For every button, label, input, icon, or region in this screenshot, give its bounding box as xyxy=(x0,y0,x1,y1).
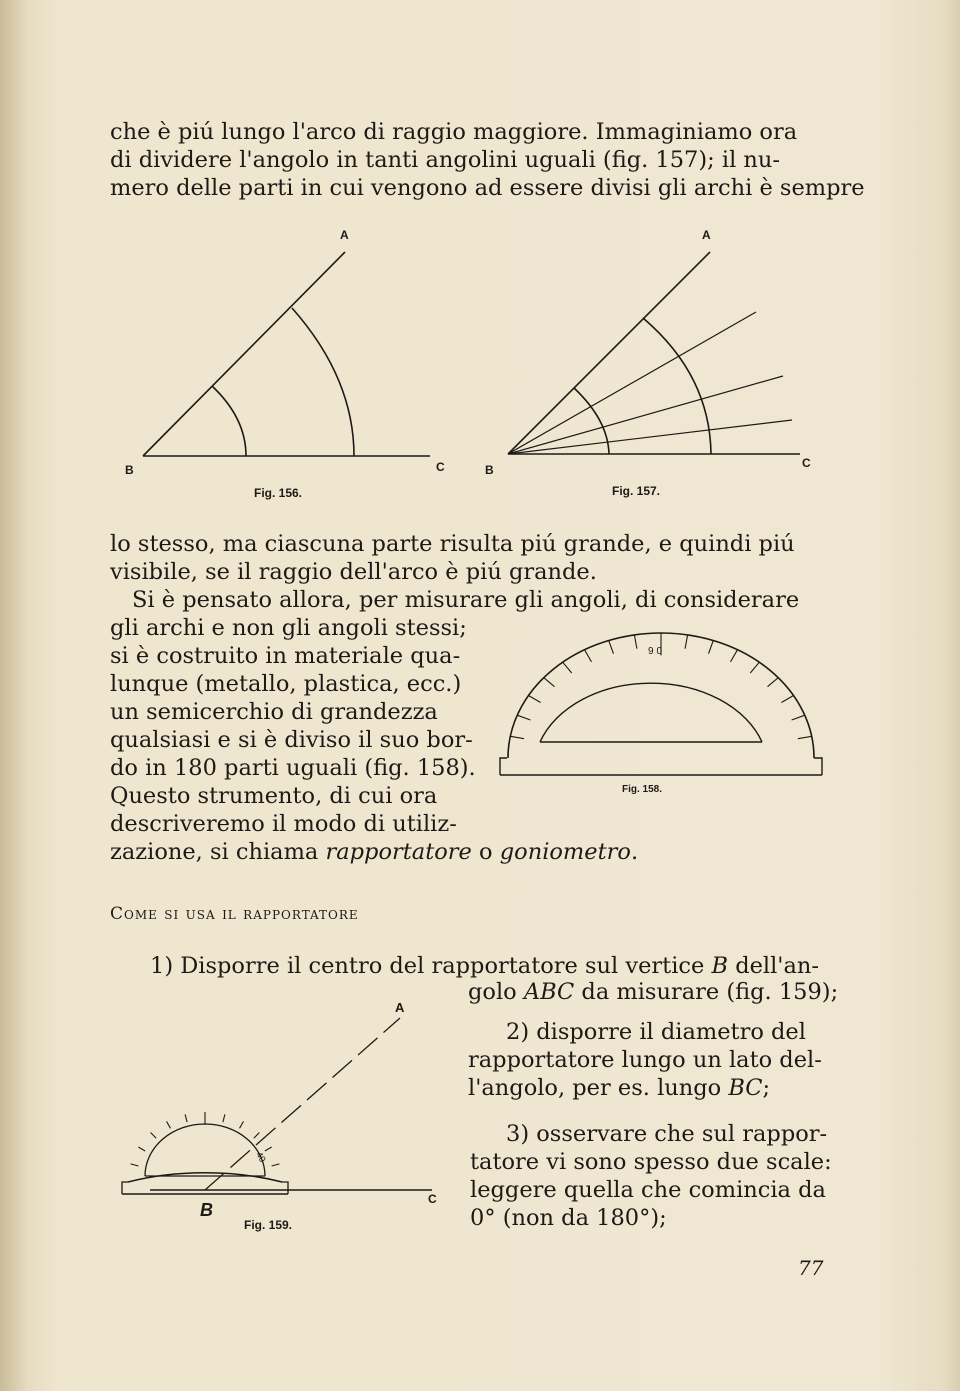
term-goniometro: goniometro xyxy=(499,839,631,865)
protractor-outline-right xyxy=(282,1182,288,1194)
fig156-caption: Fig. 156. xyxy=(254,486,303,500)
page-number: 77 xyxy=(798,1256,824,1280)
protractor-tick xyxy=(240,1121,244,1128)
protractor-tick xyxy=(254,1133,260,1139)
text-line: l'angolo, per es. lungo BC; xyxy=(468,1075,771,1101)
term-rapportatore: rapportatore xyxy=(325,839,472,865)
protractor-tick xyxy=(185,1114,187,1122)
text-line: mero delle parti in cui vengono ad essere divisi gli archi è sempre xyxy=(110,175,865,201)
text-line: di dividere l'angolo in tanti angolini uguali (fig. 157); il nu- xyxy=(110,147,781,173)
fig159-caption: Fig. 159. xyxy=(244,1218,293,1232)
fig156-label-b: B xyxy=(125,463,134,477)
text-line: 2) disporre il diametro del xyxy=(506,1019,806,1045)
text-line: 3) osservare che sul rappor- xyxy=(506,1121,828,1147)
fig157-caption: Fig. 157. xyxy=(612,484,661,498)
text-line: lo stesso, ma ciascuna parte risulta piú grande, e quindi piú xyxy=(110,531,795,557)
fig159-label-c: C xyxy=(428,1192,437,1206)
section-heading: Come si usa il rapportatore xyxy=(110,904,359,924)
text-line: qualsiasi e si è diviso il suo bor- xyxy=(110,727,473,753)
fig157-label-a: A xyxy=(702,228,711,242)
text-line: visibile, se il raggio dell'arco è piú grande. xyxy=(110,559,597,585)
text-line: leggere quella che comincia da xyxy=(470,1177,826,1203)
fig156-label-a: A xyxy=(340,228,349,242)
text-line: Questo strumento, di cui ora xyxy=(110,783,438,809)
fig159-label-a: A xyxy=(395,1000,405,1015)
protractor-tick xyxy=(272,1164,280,1166)
ray-ba xyxy=(205,1018,400,1190)
text-line: un semicerchio di grandezza xyxy=(110,699,438,725)
text-line: Si è pensato allora, per misurare gli angoli, di considerare xyxy=(132,587,800,613)
text-line: do in 180 parti uguali (fig. 158). xyxy=(110,755,476,781)
fig157-label-c: C xyxy=(802,456,811,470)
fig159-label-b: B xyxy=(200,1200,213,1220)
fig158-caption: Fig. 158. xyxy=(622,784,663,795)
text-line: si è costruito in materiale qua- xyxy=(110,643,461,669)
text-line: gli archi e non gli angoli stessi; xyxy=(110,615,467,641)
text-line: rapportatore lungo un lato del- xyxy=(468,1047,822,1073)
fig158-scale-label: 90 xyxy=(648,646,666,657)
protractor-inner-edge xyxy=(145,1124,265,1176)
protractor-outer-edge xyxy=(128,1173,282,1182)
fig159-scale-label: 40 xyxy=(254,1150,268,1164)
protractor-tick xyxy=(151,1133,157,1139)
protractor-tick xyxy=(265,1147,272,1151)
protractor-tick xyxy=(167,1121,171,1128)
text-line: descriveremo il modo di utiliz- xyxy=(110,811,457,837)
text-line: che è piú lungo l'arco di raggio maggiore. Immaginiamo ora xyxy=(110,119,798,145)
angle-abc: ABC xyxy=(523,979,575,1005)
protractor-tick xyxy=(223,1114,225,1122)
fig157-label-b: B xyxy=(485,463,494,477)
fig156-label-c: C xyxy=(436,460,445,474)
text-line: lunque (metallo, plastica, ecc.) xyxy=(110,671,462,697)
protractor-tick xyxy=(131,1164,139,1166)
protractor-tick xyxy=(138,1147,145,1151)
text-line-last: zazione, si chiama rapportatore o goniometro. xyxy=(110,839,639,865)
vertex-b: B xyxy=(711,953,729,979)
text-line: tatore vi sono spesso due scale: xyxy=(470,1149,832,1175)
text-line: 0° (non da 180°); xyxy=(470,1205,667,1231)
side-bc: BC xyxy=(728,1075,763,1101)
text-line: 1) Disporre il centro del rapportatore sul vertice B dell'an- xyxy=(150,953,820,979)
text-line: golo ABC da misurare (fig. 159); xyxy=(468,979,839,1005)
protractor-outline xyxy=(122,1182,128,1194)
